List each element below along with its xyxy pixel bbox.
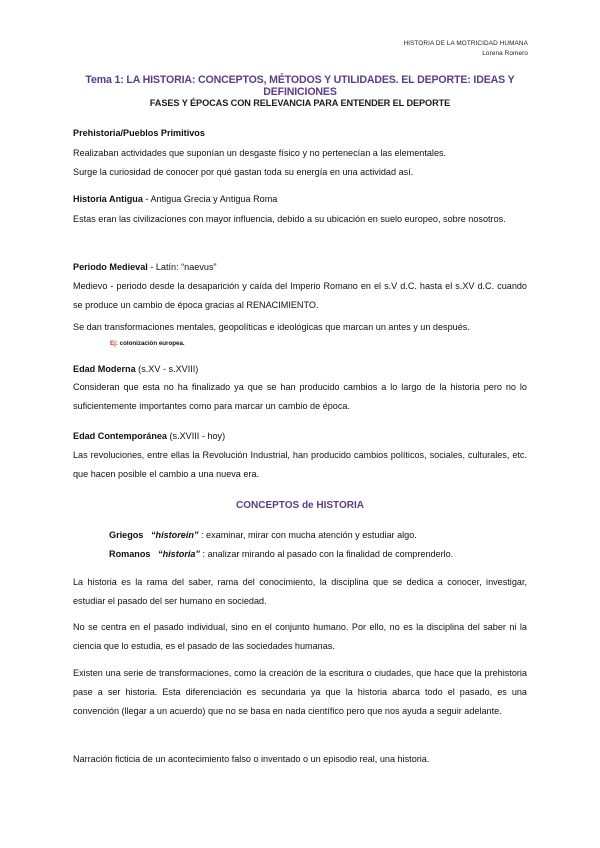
medieval-example (110, 340, 185, 347)
griegos-definition (109, 530, 417, 540)
contemporanea-heading-detail: (s.XVIII - hoy) (166, 431, 226, 441)
romanos-text: : analizar mirando al pasado con la finalidad de comprenderlo. (199, 549, 454, 559)
medieval-heading-detail: - Latín: “naevus” (147, 262, 217, 272)
griegos-text: : examinar, mirar con mucha atención y estudiar algo. (198, 530, 417, 540)
conceptos-paragraph-2: No se centra en el pasado individual, sino en el conjunto humano. Por ello, no es la disciplina del saber ni la ciencia que lo estudia, es el pasado de las sociedades humanas. (73, 622, 527, 651)
romanos-definition (109, 549, 453, 559)
conceptos-paragraph-1: La historia es la rama del saber, rama del conocimiento, la disciplina que se dedica a conocer, investigar, estudiar el pasado del ser humano en sociedad. (73, 577, 527, 606)
header-course: HISTORIA DE LA MOTRICIDAD HUMANA (403, 40, 528, 47)
header-author: Lorena Romero (482, 50, 528, 57)
griegos-term: “historein” (150, 530, 199, 540)
moderna-paragraph-1: Consideran que esta no ha finalizado ya que se han producido cambios a lo largo de la historia pero no lo suficientemente importantes como para marcar un cambio de época. (73, 382, 527, 411)
example-text: colonización europea. (117, 340, 185, 347)
griegos-label: Griegos (109, 530, 144, 540)
example-label: Ej: (110, 340, 118, 347)
moderna-heading-line (73, 363, 198, 375)
contemporanea-heading: Edad Contemporánea (73, 431, 167, 441)
medieval-paragraph-2: Se dan transformaciones mentales, geopolíticas e ideológicas que marcan un antes y un después. (73, 322, 470, 332)
document-subtitle: FASES Y ÉPOCAS CON RELEVANCIA PARA ENTENDER EL DEPORTE (149, 98, 451, 108)
prehistoria-heading: Prehistoria/Pueblos Primitivos (73, 128, 205, 138)
conceptos-paragraph-4: Narración ficticia de un acontecimiento falso o inventado o un episodio real, una historia. (73, 754, 430, 764)
antigua-paragraph-1: Estas eran las civilizaciones con mayor influencia, debido a su ubicación en suelo europeo, sobre nosotros. (73, 214, 506, 224)
medieval-heading-line (73, 261, 217, 273)
conceptos-heading: CONCEPTOS de HISTORIA (236, 500, 364, 511)
medieval-paragraph-1: Medievo - periodo desde la desaparición y caída del Imperio Romano en el s.V d.C. hasta el s.XV d.C. cuando se produce un cambio de época gracias al RENACIMIENTO. (73, 281, 527, 310)
romanos-term: “historia” (158, 549, 200, 559)
prehistoria-paragraph-2: Surge la curiosidad de conocer por qué gastan toda su energía en una actividad así. (73, 167, 414, 177)
antigua-heading-detail: - Antigua Grecia y Antigua Roma (142, 194, 278, 204)
antigua-heading: Historia Antigua (73, 194, 143, 204)
contemporanea-heading-line (73, 430, 225, 442)
romanos-label: Romanos (109, 549, 151, 559)
contemporanea-paragraph-1: Las revoluciones, entre ellas la Revolución Industrial, han producido cambios políticos, sociales, culturales, etc. que hacen posible el cambio a una nueva era. (73, 450, 527, 479)
document-title: Tema 1: LA HISTORIA: CONCEPTOS, MÉTODOS Y UTILIDADES. EL DEPORTE: IDEAS Y DEFINICIONES (85, 74, 515, 98)
antigua-heading-line (73, 193, 277, 205)
moderna-heading-detail: (s.XV - s.XVIII) (135, 364, 199, 374)
prehistoria-paragraph-1: Realizaban actividades que suponían un desgaste físico y no pertenecían a las elementales. (73, 148, 447, 158)
moderna-heading: Edad Moderna (73, 364, 136, 374)
medieval-heading: Periodo Medieval (73, 262, 148, 272)
conceptos-paragraph-3: Existen una serie de transformaciones, como la creación de la escritura o ciudades, que hace que la prehistoria pase a ser historia. Esta diferenciación es secundaria ya que la historia abarca todo el pasado, es una convención (llegar a un acuerdo) que no se basa en nada científico pero que nos ayuda a seguir adelante. (73, 668, 527, 716)
